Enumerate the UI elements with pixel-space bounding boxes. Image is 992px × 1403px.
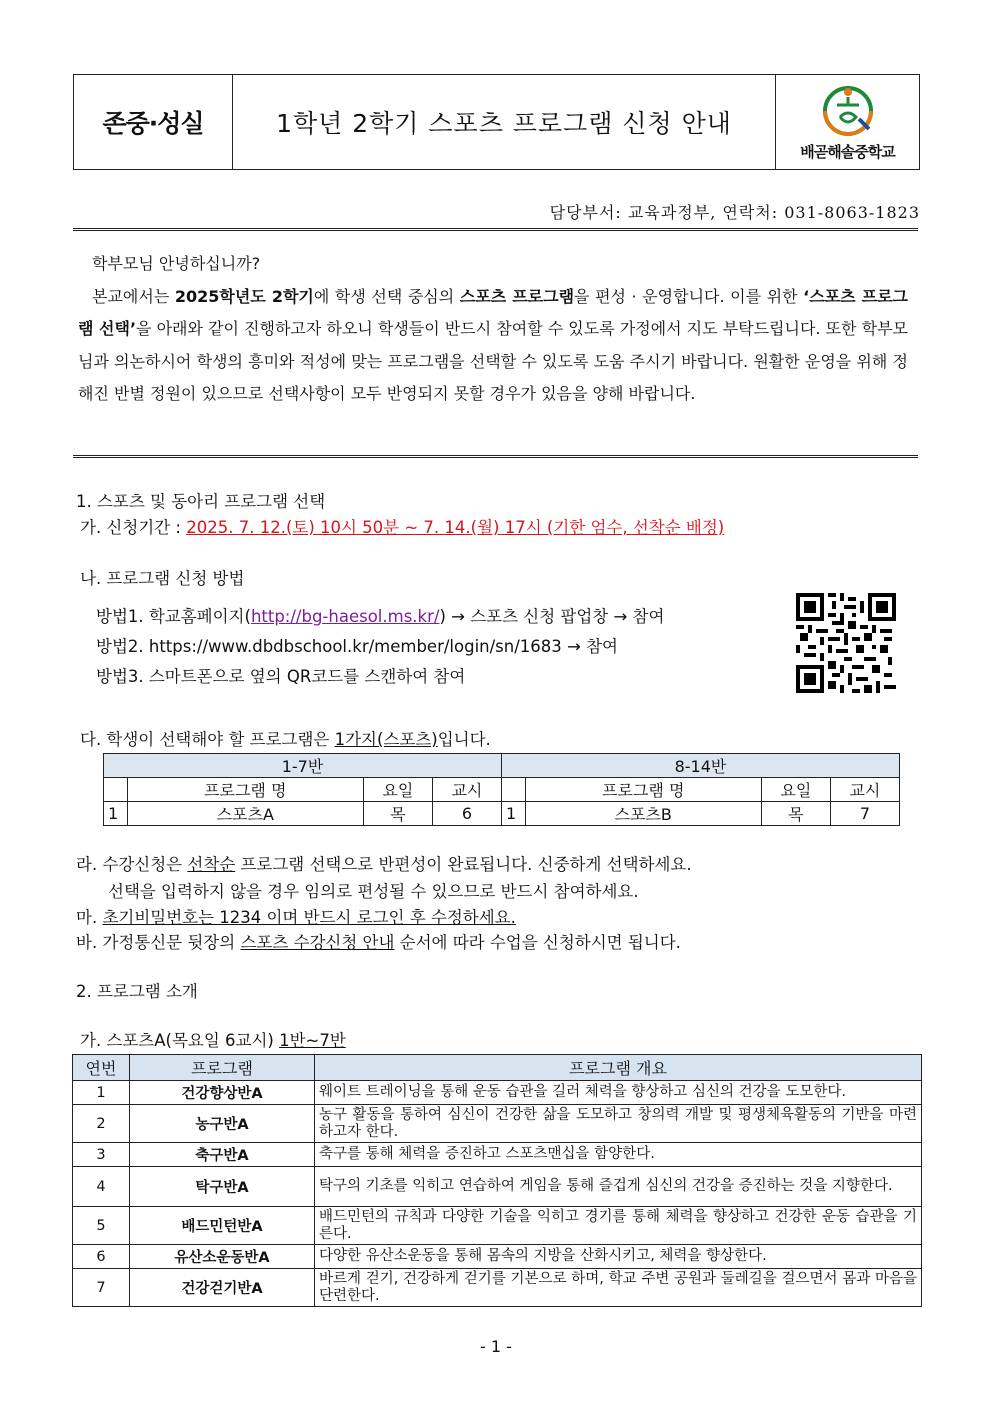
note-text: 바. 가정통신문 뒷장의 — [76, 933, 241, 952]
method-3: 방법3. 스마트폰으로 옆의 QR코드를 스캔하여 참여 — [96, 667, 466, 686]
contact-info: 담당부서: 교육과정부, 연락처: 031-8063-1823 — [549, 203, 920, 222]
divider-mid — [73, 455, 918, 458]
table-cell: 5 — [73, 1207, 130, 1245]
table-cell: 바르게 걷기, 건강하게 걷기를 기본으로 하며, 학교 주변 공원과 둘레길을 걸으면서 몸과 마음을 단련한다. — [315, 1269, 922, 1307]
table-cell: 건강향상반A — [130, 1081, 315, 1105]
column-header: 프로그램 개요 — [315, 1055, 922, 1081]
column-header: 요일 — [363, 778, 432, 802]
selection-table — [103, 753, 900, 826]
intro-text: 에 학생 선택 중심의 — [313, 286, 460, 306]
note-ba — [76, 929, 681, 953]
table-row — [73, 1167, 922, 1207]
qr-code-icon[interactable] — [796, 593, 896, 693]
page-title: 1학년 2학기 스포츠 프로그램 신청 안내 — [233, 75, 776, 169]
divider-top — [73, 228, 918, 231]
column-header: 요일 — [761, 778, 830, 802]
table-cell: 3 — [73, 1143, 130, 1167]
table-cell: 목 — [363, 802, 432, 826]
table-row — [104, 802, 900, 826]
period-label: 가. 신청기간 : — [80, 518, 187, 537]
table-cell: 1 — [104, 802, 128, 826]
column-header: 교시 — [830, 778, 899, 802]
note-ma — [76, 904, 516, 928]
table-row — [73, 1081, 922, 1105]
table-cell: 1 — [501, 802, 525, 826]
table-cell: 배드민턴반A — [130, 1207, 315, 1245]
table-cell: 7 — [73, 1269, 130, 1307]
table-cell — [501, 778, 525, 802]
table-cell: 농구반A — [130, 1105, 315, 1143]
table-cell: 스포츠A — [127, 802, 363, 826]
table-row — [73, 1245, 922, 1269]
group-header: 1-7반 — [104, 754, 502, 778]
table-cell: 1 — [73, 1081, 130, 1105]
group-header: 8-14반 — [501, 754, 899, 778]
table-cell: 4 — [73, 1167, 130, 1207]
table-cell: 탁구의 기초를 익히고 연습하여 게임을 통해 즐겁게 심신의 건강을 증진하는 것을 지향한다. — [315, 1167, 922, 1207]
note-first-come: 선착순 — [187, 855, 236, 874]
greeting: 학부모님 안녕하십니까? — [92, 254, 261, 273]
program-table — [72, 1054, 922, 1307]
note-ra-2: 선택을 입력하지 않을 경우 임의로 편성될 수 있으므로 반드시 참여하세요. — [108, 882, 639, 901]
intro-paragraph — [78, 281, 908, 411]
table-cell: 6 — [73, 1245, 130, 1269]
select-text: 다. 학생이 선택해야 할 프로그램은 — [80, 730, 335, 749]
intro-letter — [78, 248, 908, 411]
intro-text: 을 아래와 같이 진행하고자 하오니 학생들이 반드시 참여할 수 있도록 가정에서 지도 부탁드립니다. 또한 학부모님과 의논하시어 학생의 흥미와 적성에 맞는 프로그램을 선택할 수 있도록 도움 주시기 바랍니다. 원활한 운영을 위해 정해진 반별 정원이 있으므로 선택사항이 모두 반영되지 못할 경우가 있음을 양해 바랍니다. — [78, 319, 908, 403]
page-number: - 1 - — [480, 1337, 512, 1356]
table-cell: 2 — [73, 1105, 130, 1143]
section2-subheading — [80, 1027, 346, 1051]
intro-program: 스포츠 프로그램 — [459, 286, 575, 306]
column-header: 연번 — [73, 1055, 130, 1081]
table-cell: 스포츠B — [525, 802, 761, 826]
table-cell: 배드민턴의 규칙과 다양한 기술을 익히고 경기를 통해 체력을 향상하고 건강한 운동 습관을 기른다. — [315, 1207, 922, 1245]
table-cell: 유산소운동반A — [130, 1245, 315, 1269]
method1-text: ) → 스포츠 신청 팝업창 → 참여 — [439, 607, 665, 626]
method-2: 방법2. https://www.dbdbschool.kr/member/login/sn/1683 → 참여 — [96, 637, 618, 656]
note-ra — [76, 851, 692, 875]
intro-selection: ‘스포츠 프로그램 선택’ — [78, 286, 908, 338]
sub-text: 가. 스포츠A(목요일 6교시) — [80, 1031, 280, 1050]
table-cell — [104, 778, 128, 802]
table-row — [73, 1143, 922, 1167]
header-box — [73, 74, 920, 170]
column-header: 프로그램 명 — [525, 778, 761, 802]
table-cell: 탁구반A — [130, 1167, 315, 1207]
table-cell: 축구반A — [130, 1143, 315, 1167]
period-value: 2025. 7. 12.(토) 10시 50분 ~ 7. 14.(월) 17시 (기한 엄수, 선착순 배정) — [186, 518, 725, 537]
table-cell: 축구를 통해 체력을 증진하고 스포츠맨십을 함양한다. — [315, 1143, 922, 1167]
column-header: 프로그램 명 — [127, 778, 363, 802]
select-note — [80, 726, 491, 750]
table-row — [73, 1105, 922, 1143]
table-cell: 목 — [761, 802, 830, 826]
table-cell: 7 — [830, 802, 899, 826]
intro-semester: 2025학년도 2학기 — [174, 286, 314, 306]
table-cell: 웨이트 트레이닝을 통해 운동 습관을 길러 체력을 향상하고 심신의 건강을 도모한다. — [315, 1081, 922, 1105]
table-row — [73, 1269, 922, 1307]
sub-classes: 1반~7반 — [279, 1031, 346, 1050]
method-1 — [96, 603, 664, 627]
table-cell: 6 — [432, 802, 501, 826]
select-count: 1가지(스포츠) — [334, 730, 438, 749]
table-cell: 건강걷기반A — [130, 1269, 315, 1307]
intro-text: 을 편성 · 운영합니다. 이를 위한 — [574, 286, 804, 306]
note-guide: 스포츠 수강신청 안내 — [240, 933, 395, 952]
table-cell: 농구 활동을 통하여 심신이 건강한 삶을 도모하고 창의력 개발 및 평생체육활동의 기반을 마련하고자 한다. — [315, 1105, 922, 1143]
school-emblem-icon — [813, 83, 883, 139]
note-text: 순서에 따라 수업을 신청하시면 됩니다. — [394, 933, 681, 952]
note-text: 라. 수강신청은 — [76, 855, 188, 874]
note-password: 초기비밀번호는 1234 이며 반드시 로그인 후 수정하세요. — [102, 908, 516, 927]
school-homepage-link[interactable]: http://bg-haesol.ms.kr/ — [250, 607, 440, 626]
method-heading: 나. 프로그램 신청 방법 — [80, 569, 245, 588]
intro-text: 본교에서는 — [92, 286, 175, 306]
select-text: 입니다. — [437, 730, 491, 749]
method1-text: 방법1. 학교홈페이지( — [96, 607, 251, 626]
section1-heading: 1. 스포츠 및 동아리 프로그램 선택 — [76, 492, 326, 511]
column-header: 프로그램 — [130, 1055, 315, 1081]
table-row — [73, 1207, 922, 1245]
column-header: 교시 — [432, 778, 501, 802]
school-motto: 존중·성실 — [74, 75, 233, 169]
table-cell: 다양한 유산소운동을 통해 몸속의 지방을 산화시키고, 체력을 향상한다. — [315, 1245, 922, 1269]
note-text: 마. — [76, 908, 103, 927]
apply-period — [80, 514, 724, 538]
section2-heading: 2. 프로그램 소개 — [76, 982, 198, 1001]
note-text: 프로그램 선택으로 반편성이 완료됩니다. 신중하게 선택하세요. — [235, 855, 692, 874]
school-logo — [776, 75, 919, 169]
school-name: 배곧해솔중학교 — [800, 142, 895, 161]
